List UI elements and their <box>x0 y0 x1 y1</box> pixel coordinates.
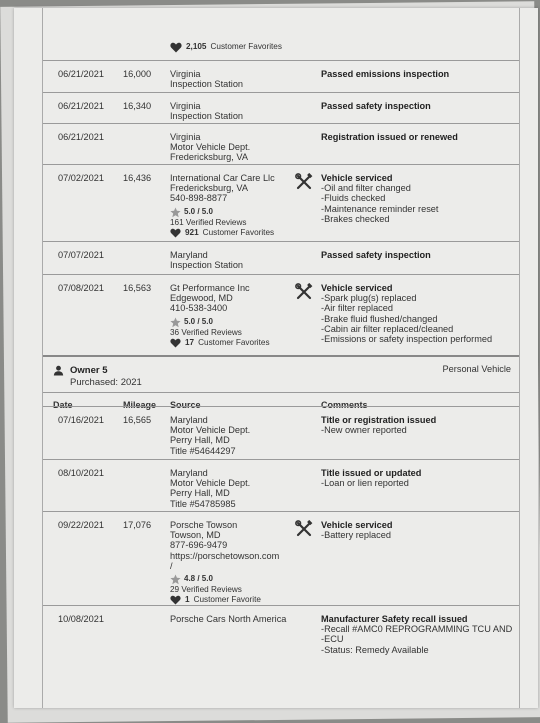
comment-item: -Loan or lien reported <box>321 478 409 489</box>
record-source <box>170 468 295 509</box>
rating-value: 5.0 / 5.0 <box>184 317 213 326</box>
star-icon <box>170 317 181 328</box>
source-line: Edgewood, MD <box>170 293 233 304</box>
wrench-screwdriver-icon <box>295 283 313 301</box>
comment-item: -Status: Remedy Available <box>321 644 429 655</box>
source-line: Motor Vehicle Dept. <box>170 425 251 436</box>
record-source <box>170 101 295 121</box>
rating <box>170 207 295 218</box>
source-line: 540-898-8877 <box>170 193 228 204</box>
history-record <box>43 406 519 460</box>
report-page <box>14 8 538 708</box>
col-mileage: Mileage <box>123 400 157 410</box>
customer-favorites <box>170 228 295 238</box>
history-record <box>43 605 519 676</box>
favorites-count: 1 <box>185 595 190 605</box>
record-comments <box>321 415 513 435</box>
record-date: 08/10/2021 <box>58 468 104 478</box>
comment-title: Registration issued or renewed <box>321 132 458 142</box>
history-record <box>43 511 519 606</box>
favorites-count: 921 <box>185 227 199 237</box>
comment-title: Vehicle serviced <box>321 283 393 293</box>
favorites-count: 17 <box>185 337 195 347</box>
source-line: Motor Vehicle Dept. <box>170 142 251 153</box>
source-line: / <box>170 560 173 571</box>
source-line: Porsche Cars North America <box>170 614 287 624</box>
source-line: https://porschetowson.com <box>170 550 280 561</box>
person-icon <box>53 365 64 376</box>
record-mileage: 16,000 <box>123 69 152 79</box>
comment-title: Manufacturer Safety recall issued <box>321 614 468 624</box>
source-line: Towson, MD <box>170 530 221 541</box>
heart-icon <box>170 338 181 348</box>
comment-item: -Fluids checked <box>321 193 386 204</box>
record-source <box>170 132 295 163</box>
comment-item: -ECU <box>321 634 344 645</box>
source-line: Gt Performance Inc <box>170 283 250 293</box>
record-date: 06/21/2021 <box>58 101 104 111</box>
rating <box>170 574 295 585</box>
history-table <box>42 8 520 708</box>
source-line: Inspection Station <box>170 79 244 90</box>
record-source <box>170 614 295 624</box>
source-line: Inspection Station <box>170 260 244 271</box>
history-record <box>43 274 519 355</box>
source-line: Title #54644297 <box>170 445 236 456</box>
rating <box>170 317 295 328</box>
record-comments <box>321 69 513 79</box>
owner-title: Owner 5 <box>70 365 108 376</box>
favorites-label: Customer Favorites <box>210 42 282 52</box>
comment-title: Title or registration issued <box>321 415 437 425</box>
record-mileage: 17,076 <box>123 520 152 530</box>
record-source <box>170 173 295 238</box>
history-record <box>43 60 519 93</box>
source-line: Fredericksburg, VA <box>170 183 248 194</box>
comment-item: -Recall #AMC0 REPROGRAMMING TCU AND <box>321 624 513 635</box>
record-date: 07/07/2021 <box>58 250 104 260</box>
history-record <box>43 123 519 165</box>
comment-item: -Cabin air filter replaced/cleaned <box>321 323 454 334</box>
source-line: Perry Hall, MD <box>170 488 230 499</box>
source-line: Maryland <box>170 468 208 478</box>
record-mileage: 16,436 <box>123 173 152 183</box>
comment-title: Vehicle serviced <box>321 520 393 530</box>
review-count: 29 Verified Reviews <box>170 585 242 595</box>
source-line: Perry Hall, MD <box>170 435 230 446</box>
customer-favorites <box>170 595 295 605</box>
source-line: International Car Care Llc <box>170 173 275 183</box>
col-source: Source <box>170 400 201 410</box>
record-comments <box>321 520 513 540</box>
record-date: 07/08/2021 <box>58 283 104 293</box>
record-source <box>170 69 295 89</box>
source-line: 410-538-3400 <box>170 303 228 314</box>
favorites-label: Customer Favorites <box>198 337 270 347</box>
record-mileage: 16,565 <box>123 415 152 425</box>
comment-item: -Brakes checked <box>321 213 390 224</box>
favorites-label: Customer Favorites <box>202 227 275 237</box>
wrench-screwdriver-icon <box>295 520 313 538</box>
heart-icon <box>170 595 181 605</box>
source-line: Maryland <box>170 250 208 260</box>
source-line: 877-696-9479 <box>170 540 228 551</box>
source-line: Virginia <box>170 101 201 111</box>
comment-title: Vehicle serviced <box>321 173 393 183</box>
star-icon <box>170 574 181 585</box>
record-date: 10/08/2021 <box>58 614 104 624</box>
source-line: Fredericksburg, VA <box>170 152 248 163</box>
favorites-count: 2,105 <box>186 42 207 52</box>
record-comments <box>321 283 513 344</box>
record-date: 07/16/2021 <box>58 415 104 425</box>
record-comments <box>321 173 513 224</box>
star-icon <box>170 207 181 218</box>
source-line: Motor Vehicle Dept. <box>170 478 251 489</box>
comment-item: -Spark plug(s) replaced <box>321 293 417 304</box>
owner-purchased: Purchased: 2021 <box>70 377 142 388</box>
record-date: 07/02/2021 <box>58 173 104 183</box>
record-source <box>170 250 295 270</box>
record-mileage: 16,340 <box>123 101 152 111</box>
comment-item: -Battery replaced <box>321 530 391 541</box>
rating-value: 5.0 / 5.0 <box>184 207 213 216</box>
source-line: Title #54785985 <box>170 498 236 509</box>
record-comments <box>321 614 513 655</box>
record-comments <box>321 250 513 260</box>
record-comments <box>321 132 513 142</box>
review-count: 36 Verified Reviews <box>170 327 242 337</box>
record-source <box>170 415 295 456</box>
comment-item: -Brake fluid flushed/changed <box>321 313 438 324</box>
record-mileage: 16,563 <box>123 283 152 293</box>
wrench-screwdriver-icon <box>295 173 313 191</box>
source-line: Porsche Towson <box>170 520 238 530</box>
comment-item: -Air filter replaced <box>321 303 393 314</box>
comment-title: Title issued or updated <box>321 468 422 478</box>
heart-icon <box>170 42 182 53</box>
source-line: Virginia <box>170 69 201 79</box>
source-line: Inspection Station <box>170 111 244 122</box>
heart-icon <box>170 228 181 238</box>
col-comments: Comments <box>321 400 368 410</box>
favorites-label: Customer Favorite <box>193 595 261 605</box>
record-date: 06/21/2021 <box>58 132 104 142</box>
record-date: 09/22/2021 <box>58 520 104 530</box>
history-record <box>43 92 519 124</box>
record-comments <box>321 101 513 111</box>
owner-section <box>43 355 519 410</box>
customer-favorites <box>170 338 295 348</box>
record-source <box>170 283 295 348</box>
comment-item: -Maintenance reminder reset <box>321 203 439 214</box>
col-date: Date <box>53 400 73 410</box>
rating-value: 4.8 / 5.0 <box>184 574 213 584</box>
comment-title: Passed safety inspection <box>321 250 431 260</box>
comment-item: -Oil and filter changed <box>321 183 411 194</box>
source-line: Virginia <box>170 132 201 142</box>
source-line: Maryland <box>170 415 208 425</box>
record-date: 06/21/2021 <box>58 69 104 79</box>
review-count: 161 Verified Reviews <box>170 217 247 227</box>
history-record <box>43 164 519 242</box>
comment-item: -Emissions or safety inspection performed <box>321 334 493 345</box>
record-source <box>170 520 295 605</box>
comment-title: Passed emissions inspection <box>321 69 450 79</box>
history-record <box>43 241 519 275</box>
comment-item: -New owner reported <box>321 425 407 436</box>
owner-vehicle-type: Personal Vehicle <box>442 364 511 374</box>
history-record <box>43 459 519 512</box>
record-comments <box>321 468 513 488</box>
comment-title: Passed safety inspection <box>321 101 431 111</box>
